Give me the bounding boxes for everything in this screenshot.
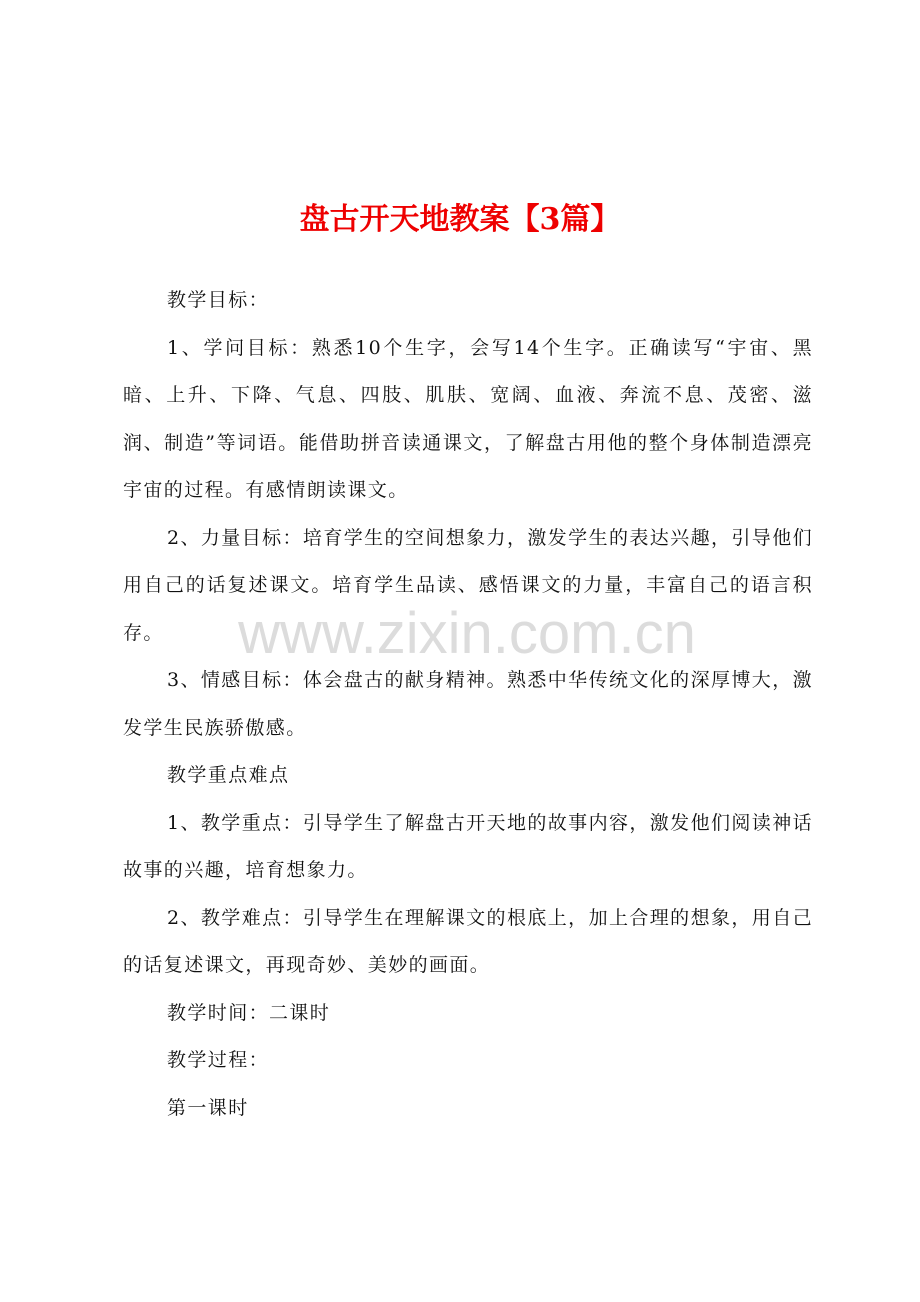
paragraph-teaching-time: 教学时间：二课时: [167, 1001, 331, 1024]
watermark: www.zixin.com.cn: [238, 601, 696, 666]
paragraph-knowledge-goal: 1、学问目标：熟悉10个生字，会写14个生字。正确读写“宇宙、黑暗、上升、下降、气息、四肢、肌肤、宽阔、血液、奔流不息、茂密、滋润、制造”等词语。能借助拼音读通课文，了解盘古用他的整个身体制造漂亮宇宙的过程。有感情朗读课文。: [123, 336, 813, 501]
paragraph-first-lesson: 第一课时: [167, 1096, 249, 1119]
paragraph-teaching-goals-heading: 教学目标：: [167, 289, 270, 311]
paragraph-key-points-heading: 教学重点难点: [167, 764, 290, 786]
paragraph-ability-goal: 2、力量目标：培育学生的空间想象力，激发学生的表达兴趣，引导他们用自己的话复述课文。培育学生品读、感悟课文的力量，丰富自己的语言积存。: [123, 526, 813, 644]
paragraph-teaching-process: 教学过程：: [167, 1049, 270, 1071]
paragraph-emotion-goal: 3、情感目标：体会盘古的献身精神。熟悉中华传统文化的深厚博大，激发学生民族骄傲感。: [123, 669, 813, 739]
paragraph-difficult-point: 2、教学难点：引导学生在理解课文的根底上，加上合理的想象，用自己的话复述课文，再现奇妙、美妙的画面。: [123, 906, 813, 976]
document-title: 盘古开天地教案【3篇】: [299, 202, 621, 237]
paragraph-key-point: 1、教学重点：引导学生了解盘古开天地的故事内容，激发他们阅读神话故事的兴趣，培育想象力。: [123, 811, 813, 881]
document-body: [123, 277, 813, 1132]
